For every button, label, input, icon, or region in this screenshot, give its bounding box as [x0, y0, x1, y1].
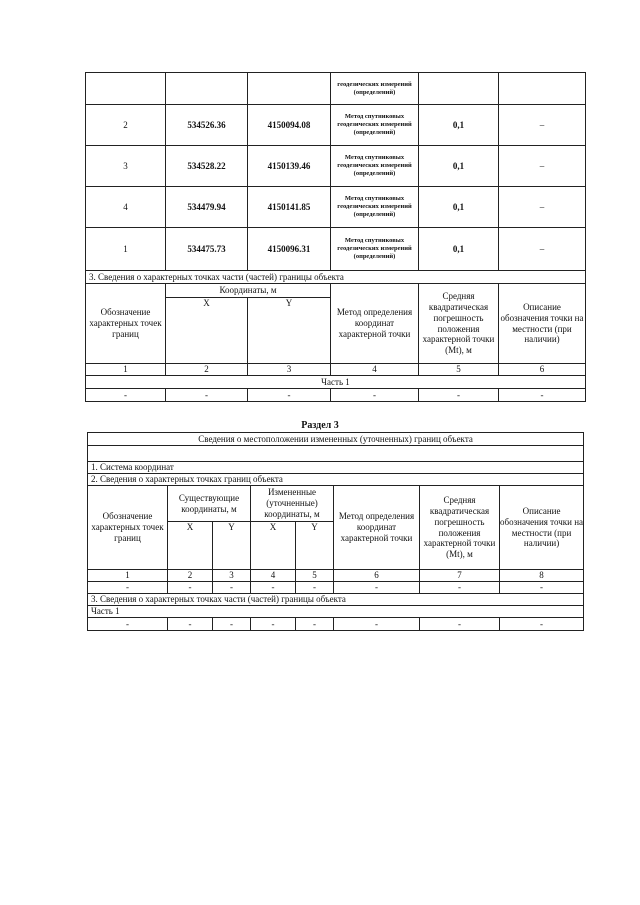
empty-cell: -	[168, 582, 213, 594]
empty-cell: -	[213, 582, 251, 594]
mt-value: 0,1	[419, 228, 499, 271]
empty-cell: -	[420, 618, 500, 631]
column-number: 6	[499, 364, 586, 376]
coord-y: 4150139.46	[248, 146, 331, 187]
section-title: Сведения о местоположении измененных (уточненных) границ объекта	[88, 433, 584, 446]
part-label: Часть 1	[88, 606, 584, 618]
column-number: 2	[168, 570, 213, 582]
empty-cell: -	[296, 582, 334, 594]
method-cell: Метод спутниковых геодезических измерений (определений)	[331, 146, 419, 187]
column-number: 4	[331, 364, 419, 376]
method-cell: Метод спутниковых геодезических измерений (определений)	[331, 228, 419, 271]
description-cell: –	[499, 187, 586, 228]
column-number: 3	[213, 570, 251, 582]
description-cell: –	[499, 146, 586, 187]
empty-cell: -	[251, 582, 296, 594]
column-number: 1	[88, 570, 168, 582]
coord-x: 534528.22	[166, 146, 248, 187]
column-number: 5	[296, 570, 334, 582]
method-cell: Метод спутниковых геодезических измерений (определений)	[331, 187, 419, 228]
coord-x: 534479.94	[166, 187, 248, 228]
section-heading: Раздел 3	[301, 420, 339, 431]
coord-system-label: 1. Система координат	[88, 462, 584, 474]
empty-cell: -	[168, 618, 213, 631]
empty-cell: -	[251, 618, 296, 631]
header-row	[86, 284, 586, 298]
header-row	[88, 486, 584, 522]
header-y: Y	[213, 522, 251, 570]
column-number: 1	[86, 364, 166, 376]
coord-system-row	[88, 462, 584, 474]
header-x: X	[168, 522, 213, 570]
column-number: 6	[334, 570, 420, 582]
coord-x: 534475.73	[166, 228, 248, 271]
method-cell: Метод спутниковых геодезических измерений (определений)	[331, 105, 419, 146]
parts-section-title: 3. Сведения о характерных точках части (частей) границы объекта	[88, 594, 584, 606]
header-mt: Средняя квадратическая погрешность положения характерной точки (Mt), м	[419, 284, 499, 364]
empty-cell: -	[248, 389, 331, 402]
description-cell: –	[499, 228, 586, 271]
header-y: Y	[248, 298, 331, 364]
empty-cell: -	[213, 618, 251, 631]
header-existing-coords: Существующие координаты, м	[168, 486, 251, 522]
header-changed-coords: Измененные (уточненные) координаты, м	[251, 486, 334, 522]
empty-cell: -	[334, 582, 420, 594]
header-description: Описание обозначения точки на местности (при наличии)	[500, 486, 584, 570]
part-label-row	[86, 376, 586, 389]
empty-cell: -	[334, 618, 420, 631]
method-cell: геодезических измерений (определений)	[331, 73, 419, 105]
point-number: 2	[86, 105, 166, 146]
header-method: Метод определения координат характерной точки	[334, 486, 420, 570]
table-row	[86, 146, 586, 187]
section-title-row	[86, 271, 586, 284]
description-cell: –	[499, 105, 586, 146]
empty-cell: -	[500, 618, 584, 631]
mt-value: 0,1	[419, 187, 499, 228]
empty-cell: -	[419, 389, 499, 402]
column-number: 5	[419, 364, 499, 376]
table-row	[86, 105, 586, 146]
coord-y: 4150094.08	[248, 105, 331, 146]
point-number: 4	[86, 187, 166, 228]
empty-cell: -	[331, 389, 419, 402]
header-description: Описание обозначения точки на местности (при наличии)	[499, 284, 586, 364]
header-x: X	[251, 522, 296, 570]
coord-y: 4150096.31	[248, 228, 331, 271]
column-number: 3	[248, 364, 331, 376]
header-x: X	[166, 298, 248, 364]
column-number: 4	[251, 570, 296, 582]
point-number: 3	[86, 146, 166, 187]
mt-value: 0,1	[419, 146, 499, 187]
coord-x: 534526.36	[166, 105, 248, 146]
parts-title-row	[88, 594, 584, 606]
changed-boundaries-table	[87, 432, 584, 631]
coord-y: 4150141.85	[248, 187, 331, 228]
header-y: Y	[296, 522, 334, 570]
table-row	[86, 73, 586, 105]
point-number: 1	[86, 228, 166, 271]
table-row	[86, 187, 586, 228]
column-numbers-row	[86, 364, 586, 376]
header-designation: Обозначение характерных точек границ	[88, 486, 168, 570]
table-row	[86, 228, 586, 271]
header-designation: Обозначение характерных точек границ	[86, 284, 166, 364]
column-number: 7	[420, 570, 500, 582]
empty-cell: -	[420, 582, 500, 594]
mt-value: 0,1	[419, 105, 499, 146]
empty-cell: -	[499, 389, 586, 402]
header-coordinates: Координаты, м	[166, 284, 331, 298]
column-number: 8	[500, 570, 584, 582]
points-table-continuation	[85, 72, 586, 402]
column-number: 2	[166, 364, 248, 376]
table-row	[88, 618, 584, 631]
table-row	[86, 389, 586, 402]
empty-cell: -	[500, 582, 584, 594]
points-section-title: 2. Сведения о характерных точках границ объекта	[88, 474, 584, 486]
points-title-row	[88, 474, 584, 486]
empty-cell: -	[88, 582, 168, 594]
title-row	[88, 433, 584, 446]
empty-cell: -	[166, 389, 248, 402]
empty-cell: -	[86, 389, 166, 402]
empty-cell: -	[88, 618, 168, 631]
table-row	[88, 582, 584, 594]
part-label-row	[88, 606, 584, 618]
empty-cell: -	[296, 618, 334, 631]
column-numbers-row	[88, 570, 584, 582]
parts-section-title: 3. Сведения о характерных точках части (частей) границы объекта	[86, 271, 586, 284]
part-label: Часть 1	[86, 376, 586, 389]
header-method: Метод определения координат характерной точки	[331, 284, 419, 364]
header-mt: Средняя квадратическая погрешность положения характерной точки (Mt), м	[420, 486, 500, 570]
